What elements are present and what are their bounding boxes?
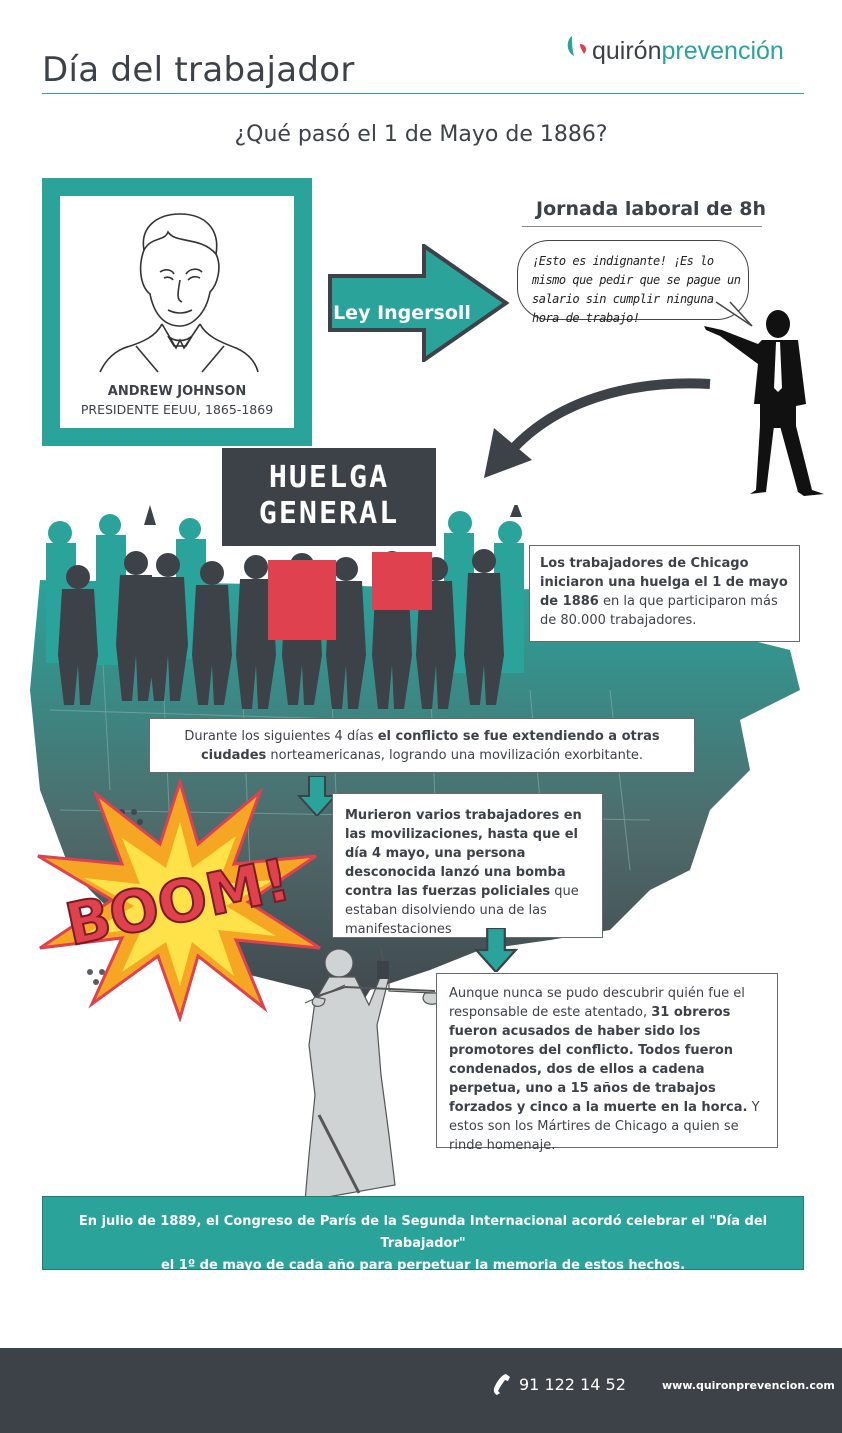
red-flag xyxy=(268,560,336,640)
huelga-general-sign-text xyxy=(222,460,436,532)
title-divider xyxy=(42,93,804,94)
chicago-strike-box xyxy=(529,545,800,642)
box1-text: en la que participaron más de 80.000 trabajadores. xyxy=(540,594,778,628)
conclusion-banner xyxy=(42,1196,804,1273)
conflict-spread-box xyxy=(149,718,695,773)
quironprevencion-logo xyxy=(566,34,806,70)
boom-text: BOOM! xyxy=(59,845,297,960)
down-arrow-icon xyxy=(474,928,518,972)
box2-text1: Durante los siguientes 4 días xyxy=(184,729,378,744)
portrait-frame xyxy=(42,178,312,446)
logo-text-part1: quirón xyxy=(592,37,662,65)
box4-text2: Y estos son los Mártires de Chicago a quien se rinde homenaje. xyxy=(449,1100,760,1153)
page-title: Día del trabajador xyxy=(42,50,355,90)
logo-text xyxy=(592,37,784,66)
jornada-title: Jornada laboral de 8h xyxy=(536,198,767,220)
portrait-card xyxy=(60,196,294,428)
box3-bold: Murieron varios trabajadores en las movilizaciones, hasta que el día 4 mayo, una persona desconocida lanzó una bomba contra las fuerzas policiales xyxy=(345,808,582,899)
website-link[interactable]: www.quironprevencion.com xyxy=(662,1379,835,1392)
conclusion-line-2: el 1º de mayo de cada año para perpetuar la memoria de estos hechos. xyxy=(160,1258,686,1273)
bomb-event-box xyxy=(332,793,603,938)
sign-line-1: HUELGA xyxy=(268,460,390,495)
red-flag xyxy=(372,552,432,610)
speech-bubble-text: ¡Esto es indignante! ¡Es lo mismo que pedir que se pague un salario sin cumplir ninguna hora de trabajo! xyxy=(532,254,741,325)
box3-text: que estaban disolviendo una de las manifestaciones xyxy=(345,884,579,937)
logo-text-part2: prevención xyxy=(661,37,784,65)
phone-icon xyxy=(492,1373,512,1395)
conclusion-text xyxy=(53,1211,793,1277)
jornada-underline xyxy=(522,226,762,227)
conclusion-line-1: En julio de 1889, el Congreso de París de la Segunda Internacional acordó celebrar el "Día del Trabajador" xyxy=(78,1214,768,1251)
phone-number-link[interactable]: 91 122 14 52 xyxy=(519,1375,626,1394)
ley-ingersoll-label: Ley Ingersoll xyxy=(333,302,471,324)
portrait-role: PRESIDENTE EEUU, 1865-1869 xyxy=(80,402,274,417)
sign-line-2: GENERAL xyxy=(258,496,400,531)
box4-text1: Aunque nunca se pudo descubrir quién fue el responsable de este atentado, xyxy=(449,986,745,1020)
footer xyxy=(0,1348,842,1433)
curved-arrow-icon xyxy=(470,376,720,486)
box2-bold: el conflicto se fue extendiendo a otras ciudades xyxy=(200,729,660,763)
main-question: ¿Qué pasó el 1 de Mayo de 1886? xyxy=(234,122,608,147)
andrew-johnson-portrait-icon xyxy=(60,196,294,376)
box4-bold: 31 obreros fueron acusados de haber sido los promotores del conflicto. Todos fueron condenados, dos de ellos a cadena perpetua, uno a 15 años de trabajos forzados y cinco a la muerte en la horca. xyxy=(449,1005,748,1115)
businessman-silhouette-icon xyxy=(700,308,830,500)
lady-justice-statue-icon xyxy=(285,935,450,1205)
box1-bold: Los trabajadores de Chicago iniciaron una huelga el 1 de mayo de 1886 xyxy=(540,556,788,609)
logo-mark-icon xyxy=(566,34,590,64)
portrait-name: ANDREW JOHNSON xyxy=(107,384,247,399)
martyrs-box xyxy=(436,973,778,1153)
box2-text2: norteamericanas, logrando una movilización exorbitante. xyxy=(266,748,644,763)
